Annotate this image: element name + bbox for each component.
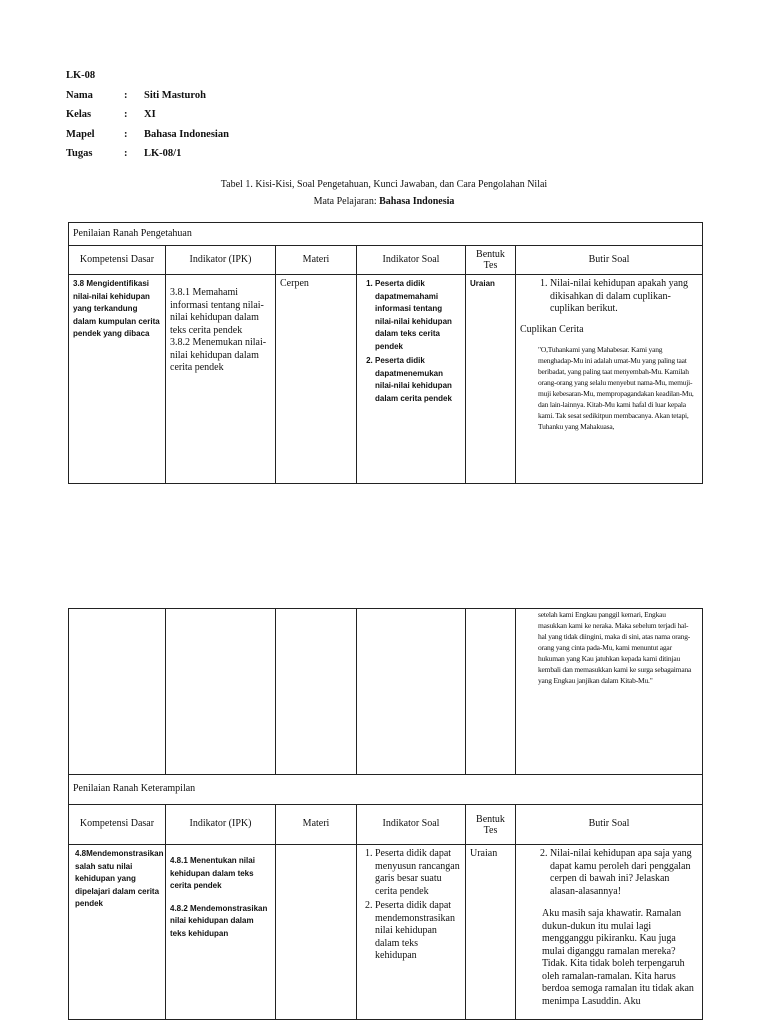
cuplikan-continuation-text: setelah kami Engkau panggil kemari, Engkau masukkan kami ke neraka. Maka sebelum terjadi hal-hal yang tidak diingini, maka di sini, atas nama orang-orang yang cinta pada-Mu, kami menuntut agar hukuman yang Kau jatuhkan kepada kami ditinjau kembali dan memasukkan kami ke surga sebagaimana yang Engkau janjikan dalam Kitab-Mu." <box>538 610 692 685</box>
empty-cell <box>276 609 357 775</box>
ipk-item: 4.8.2 Mendemonstrasikan nilai kehidupan dalam teks kehidupan <box>170 903 268 938</box>
ipk-cell <box>166 275 276 484</box>
indikator-item: 2. Peserta didik dapatmenemukan nilai-nilai kehidupan dalam cerita pendek <box>375 355 461 405</box>
cuplikan-text: "O,Tuhankami yang Mahabesar. Kami yang menghadap-Mu ini adalah umat-Mu yang paling taat beribadat, yang paling taat menyembah-Mu. Kamilah orang-orang yang selalu menyebut nama-Mu, memuji-muji kebesaran-Mu, mempropagandakan keadilan-Mu, dan lain-lainnya. Kitab-Mu kami hafal di luar kepala kami. Tak sesat sedikitpun membacanya. Akan tetapi, Tuhanku yang Mahakuasa, <box>538 345 694 431</box>
colon: : <box>124 128 128 140</box>
empty-cell <box>357 609 466 775</box>
header-block <box>66 66 229 164</box>
story-passage: Aku masih saja khawatir. Ramalan dukun-dukun itu mulai lagi mengganggu pikiranku. Kau juga mulai diganggu ramalan mereka? Tidak. Kita tidak boleh terpengaruh oleh ramalan-ramalan. Kita harus berdoa semoga ramalan itu tidak akan menimpa Lasuddin. Aku <box>542 908 694 1007</box>
empty-cell <box>166 609 276 775</box>
materi-cell: Cerpen <box>276 275 357 484</box>
field-label-tugas: Tugas <box>66 148 93 159</box>
col-header-ipk: Indikator (IPK) <box>166 246 276 275</box>
cuplikan-continuation <box>516 609 703 775</box>
col-header-butir-soal: Butir Soal <box>516 246 703 275</box>
table-title: Tabel 1. Kisi-Kisi, Soal Pengetahuan, Kunci Jawaban, dan Cara Pengolahan Nilai <box>220 179 548 190</box>
field-label-nama: Nama <box>66 89 93 101</box>
subject-name: Bahasa Indonesia <box>379 196 455 207</box>
butir-item: 1. Nilai-nilai kehidupan apakah yang dikisahkan di dalam cuplikan-cuplikan berikut. <box>550 278 698 316</box>
col-header-indikator-soal: Indikator Soal <box>357 805 466 845</box>
field-label-mapel: Mapel <box>66 128 95 140</box>
ipk-item: 3.8.2 Menemukan nilai-nilai kehidupan dalam cerita pendek <box>170 337 267 373</box>
col-header-kd: Kompetensi Dasar <box>69 246 166 275</box>
field-value-mapel: Bahasa Indonesian <box>144 128 229 140</box>
col-header-bentuk-tes: Bentuk Tes <box>466 246 516 275</box>
empty-cell <box>69 609 166 775</box>
col-header-ipk: Indikator (IPK) <box>166 805 276 845</box>
colon: : <box>124 148 128 159</box>
subject-prefix: Mata Pelajaran: <box>313 196 380 207</box>
field-value-nama: Siti Masturoh <box>144 89 206 101</box>
document-code: LK-08 <box>66 70 96 81</box>
col-header-materi: Materi <box>276 246 357 275</box>
indikator-item: 1. Peserta didik dapatmemahami informasi tentang nilai-nilai kehidupan dalam teks cerita pendek <box>375 278 461 353</box>
ipk-cell <box>166 845 276 1020</box>
butir-item: 2. Nilai-nilai kehidupan apa saja yang dapat kamu peroleh dari penggalan cerpen di bawah ini? Jelaskan alasan-alasannya! <box>550 848 698 898</box>
ipk-item: 4.8.1 Menentukan nilai kehidupan dalam teks cerita pendek <box>170 856 255 890</box>
indikator-soal-cell <box>357 845 466 1020</box>
col-header-materi: Materi <box>276 805 357 845</box>
empty-cell <box>466 609 516 775</box>
indikator-item: 1. Peserta didik dapat menyusun rancangan garis besar suatu cerita pendek <box>375 848 461 898</box>
col-header-indikator-soal: Indikator Soal <box>357 246 466 275</box>
ipk-item: 3.8.1 Memahami informasi tentang nilai-nilai kehidupan dalam teks cerita pendek <box>170 287 264 336</box>
butir-soal-cell <box>516 275 703 484</box>
indikator-soal-cell <box>357 275 466 484</box>
field-value-kelas: XI <box>144 109 156 120</box>
skills-table <box>68 608 703 1020</box>
colon: : <box>124 109 128 120</box>
col-header-bentuk-tes: Bentuk Tes <box>466 805 516 845</box>
cuplikan-label: Cuplikan Cerita <box>520 323 584 335</box>
section-title-pengetahuan: Penilaian Ranah Pengetahuan <box>69 223 703 246</box>
indikator-item: 2. Peserta didik dapat mendemonstrasikan nilai kehidupan dalam teks kehidupan <box>375 900 461 963</box>
bentuk-tes-cell: Uraian <box>466 845 516 1020</box>
col-header-kd: Kompetensi Dasar <box>69 805 166 845</box>
colon: : <box>124 89 128 101</box>
field-value-tugas: LK-08/1 <box>144 148 182 159</box>
knowledge-table <box>68 222 703 484</box>
section-title-keterampilan: Penilaian Ranah Keterampilan <box>69 775 703 805</box>
materi-cell <box>276 845 357 1020</box>
subject-line <box>0 196 768 207</box>
bentuk-tes-cell: Uraian <box>466 275 516 484</box>
kd-cell: 4.8Mendemonstrasikan salah satu nilai kehidupan yang dipelajari dalam cerita pendek <box>69 845 166 1020</box>
col-header-butir-soal: Butir Soal <box>516 805 703 845</box>
kd-cell: 3.8 Mengidentifikasi nilai-nilai kehidupan yang terkandung dalam kumpulan cerita pendek yang dibaca <box>69 275 166 484</box>
butir-soal-cell <box>516 845 703 1020</box>
field-label-kelas: Kelas <box>66 109 92 120</box>
